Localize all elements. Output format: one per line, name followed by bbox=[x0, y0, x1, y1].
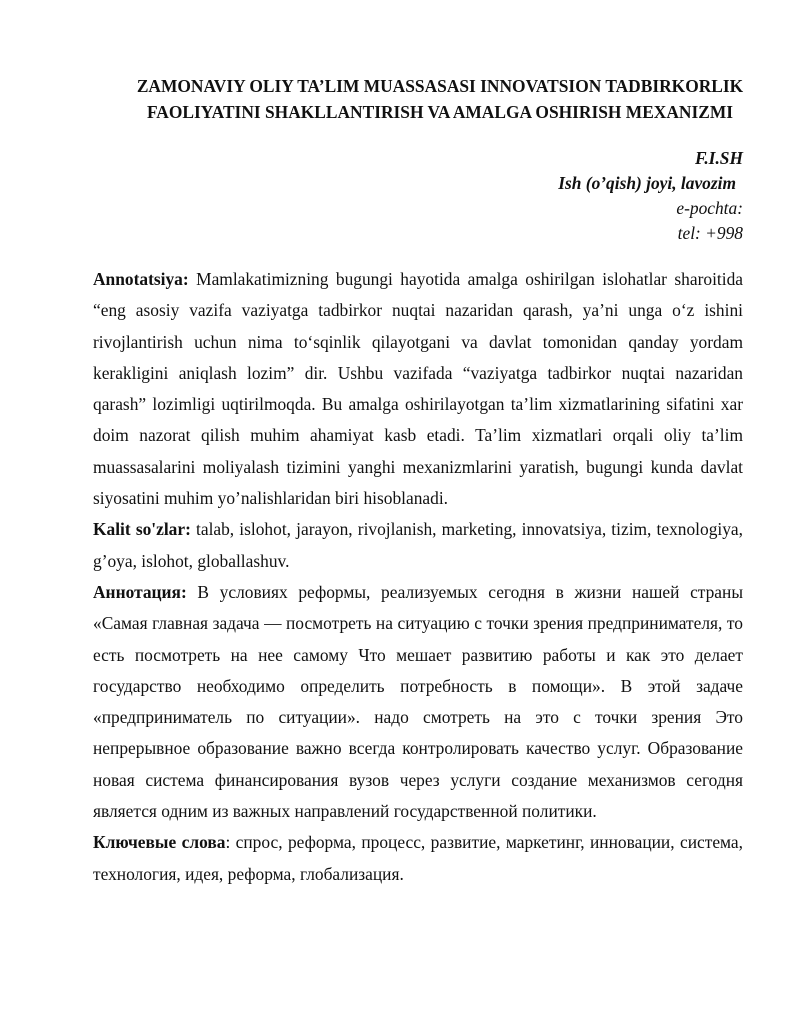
author-name: F.I.SH bbox=[694, 148, 743, 168]
annotation-uz-text: Mamlakatimizning bugungi hayotida amalga oshirilgan islohatlar sharoitida “eng asosiy vazifa vaziyatga tadbirkor nuqtai nazaridan qarash, ya’ni unga o‘z ishini rivojlantirish uchun nima to‘sqinlik qilayotgani va davlat tomonidan qanday yordam kerakligini aniqlash lozim” dir. Ushbu vazifada “vaziyatga tadbirkor nuqtai nazaridan qarash” lozimligi uqtirilmoqda. Bu amalga oshirilayotgan ta’lim xizmatlarining sifatini xar doim nazorat qilish muhim ahamiyat kasb etadi. Ta’lim xizmatlari orqali oliy ta’lim muassasalarini moliyalash tizimini yanghi mexanizmlarini yaratish, bugungi kunda davlat siyosatini muhim yo’nalishlaridan biri hisoblanadi. bbox=[93, 269, 743, 509]
paper-title: ZAMONAVIY OLIY TA’LIM MUASSASASI INNOVATSION TADBIRKORLIK FAOLIYATINI SHAKLLANTIRISH VA AMALGA OSHIRISH MEXANIZMI bbox=[136, 76, 744, 122]
annotation-ru-text: В условиях реформы, реализуемых сегодня в жизни нашей страны «Самая главная задача — посмотреть на ситуацию с точки зрения предпринимателя, то есть посмотреть на нее самому Что мешает развитию работы и как это делает государство необходимо определить потребность в помощи». В этой задаче «предприниматель по ситуации». надо смотреть на это с точки зрения Это непрерывное образование важно всегда контролировать качество услуг. Образование новая система финансирования вузов через услуги создание механизмов сегодня является одним из важных направлений государственной политики. bbox=[93, 581, 743, 822]
annotation-uz bbox=[93, 264, 743, 514]
keywords-uz bbox=[93, 514, 743, 577]
abstract-section bbox=[93, 264, 743, 890]
author-email: e-pochta: bbox=[676, 198, 743, 218]
keywords-ru-label: Ключевые слова bbox=[93, 832, 226, 853]
keywords-ru-text: : спрос, реформа, процесс, развитие, маркетинг, инновации, система, технология, идея, реформа, глобализация. bbox=[93, 832, 743, 884]
keywords-uz-text: talab, islohot, jarayon, rivojlanish, marketing, innovatsiya, tizim, texnologiya, g’oya, islohot, globallashuv. bbox=[93, 519, 743, 571]
annotation-uz-label: Annotatsiya: bbox=[93, 269, 189, 289]
annotation-ru bbox=[93, 577, 743, 827]
keywords-ru bbox=[93, 827, 743, 890]
annotation-ru-label: Аннотация: bbox=[93, 581, 187, 602]
author-workplace: Ish (o’qish) joyi, lavozim bbox=[558, 173, 736, 193]
author-info bbox=[558, 146, 743, 246]
author-phone: tel: +998 bbox=[677, 223, 743, 243]
keywords-uz-label: Kalit so'zlar: bbox=[93, 519, 191, 540]
